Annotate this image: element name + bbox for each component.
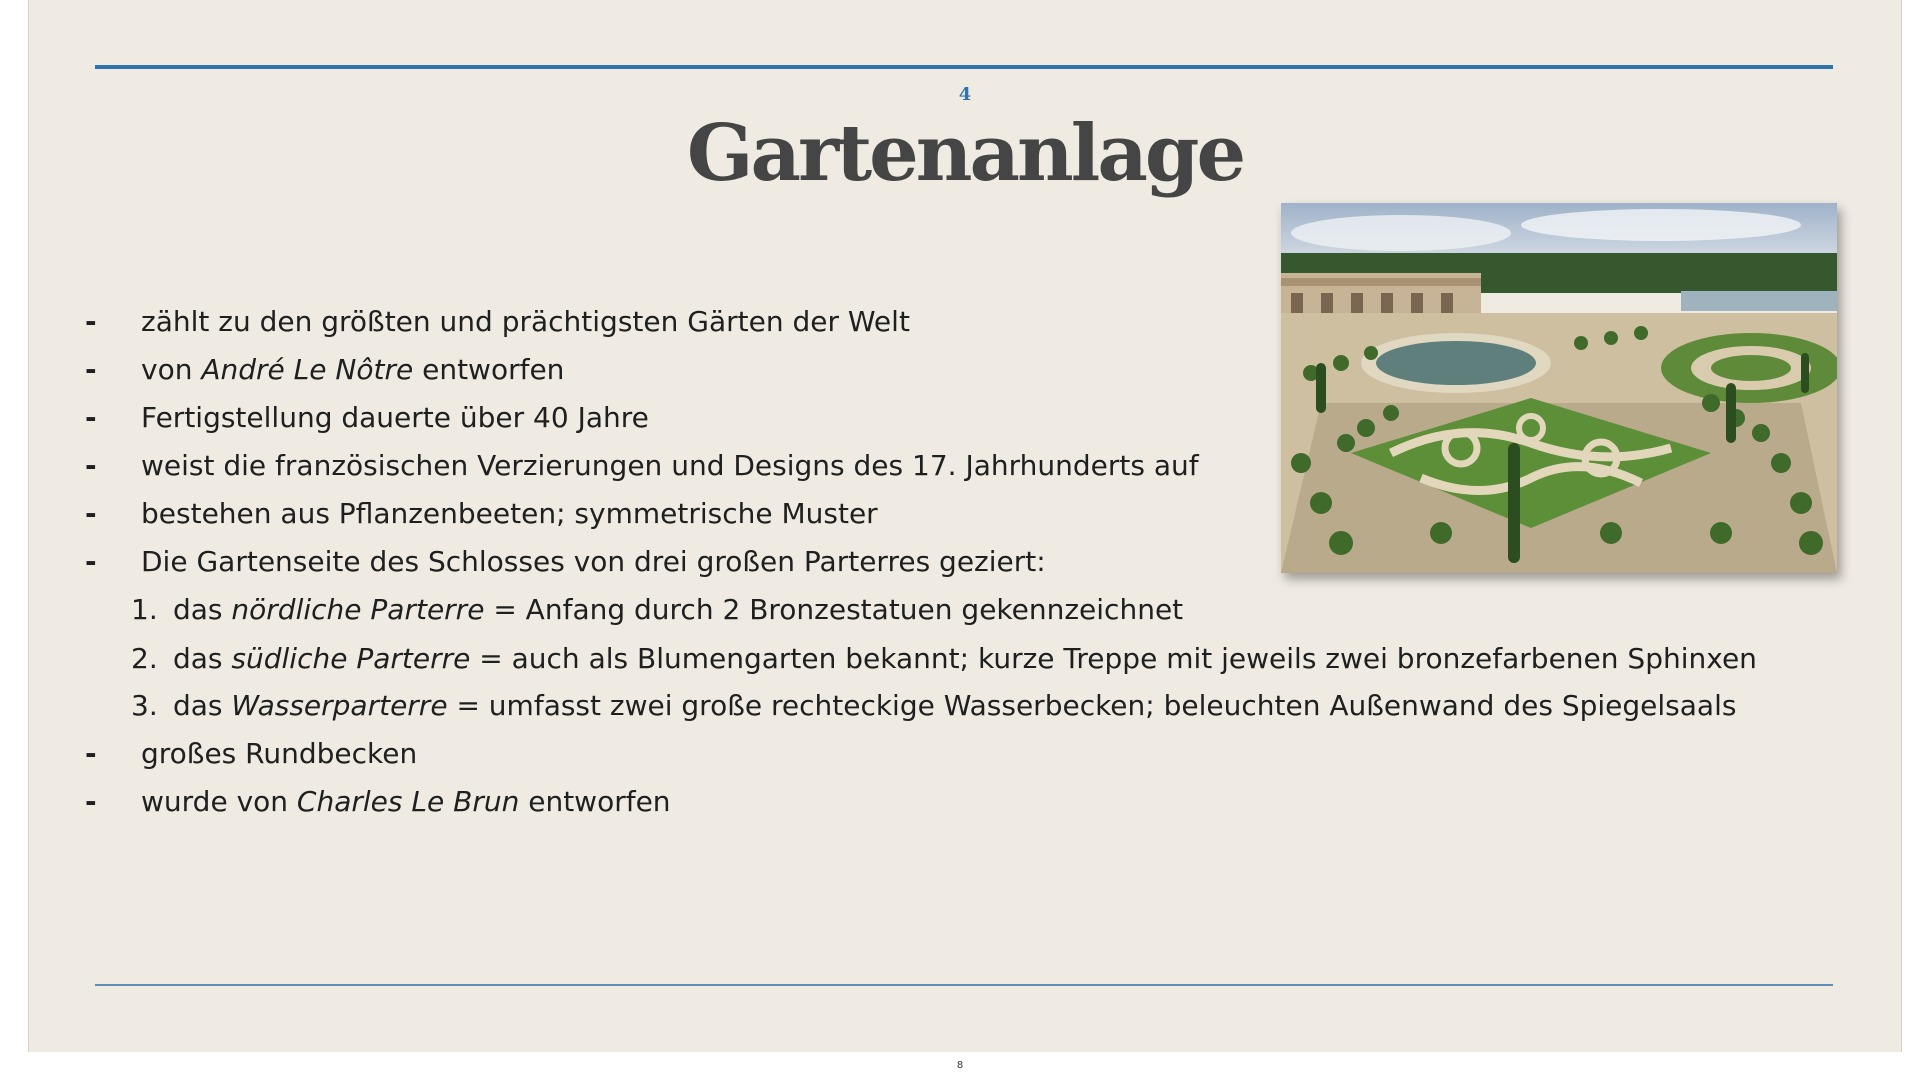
bullet-text: zählt zu den größten und prächtigsten Gärten der Welt (141, 305, 910, 338)
bullet-text: bestehen aus Pflanzenbeeten; symmetrische Muster (141, 497, 878, 530)
bullet-text: großes Rundbecken (141, 737, 418, 770)
bullet-text-italic: André Le Nôtre (201, 353, 414, 386)
bullet-text: Die Gartenseite des Schlosses von drei großen Parterres geziert: (141, 545, 1046, 578)
item-text: das (173, 642, 232, 675)
bullet-marker: - (85, 497, 97, 530)
bullet-text: Fertigstellung dauerte über 40 Jahre (141, 401, 649, 434)
item-text-italic: nördliche Parterre (231, 593, 485, 626)
numbered-item (85, 586, 1783, 634)
item-text: = auch als Blumengarten bekannt; kurze Treppe mit jeweils zwei bronzefarbenen Sphinxen (470, 642, 1757, 675)
bullet-text: wurde von (141, 785, 297, 818)
numbered-item (85, 682, 1783, 730)
bullet-text: entworfen (519, 785, 671, 818)
bullet-text: von (141, 353, 202, 386)
item-text: das (173, 593, 232, 626)
bullet-marker: - (85, 305, 97, 338)
numbered-item (85, 634, 1783, 682)
list-item (85, 394, 1785, 442)
number-marker: 1. (131, 593, 158, 626)
bullet-marker: - (85, 545, 97, 578)
item-text-italic: Wasserparterre (231, 689, 448, 722)
list-item (85, 298, 1785, 346)
bullet-marker: - (85, 353, 97, 386)
slide (28, 0, 1902, 1052)
item-text: = umfasst zwei große rechteckige Wasserbecken; beleuchten Außenwand des Spiegelsaals (447, 689, 1737, 722)
bullet-list (85, 298, 1785, 826)
list-item (85, 538, 1785, 586)
list-item (85, 442, 1785, 490)
bullet-text-italic: Charles Le Brun (296, 785, 520, 818)
list-item (85, 346, 1785, 394)
bottom-rule (95, 984, 1833, 986)
item-text-italic: südliche Parterre (231, 642, 471, 675)
slide-number: 4 (958, 84, 972, 105)
top-rule (95, 65, 1833, 69)
number-marker: 3. (131, 689, 158, 722)
list-item (85, 730, 1785, 778)
bullet-marker: - (85, 785, 97, 818)
number-marker: 2. (131, 642, 158, 675)
bullet-text: entworfen (413, 353, 565, 386)
list-item (85, 490, 1785, 538)
bullet-text: weist die französischen Verzierungen und Designs des 17. Jahrhunderts auf (141, 449, 1199, 482)
page-number: 8 (956, 1060, 964, 1071)
bullet-marker: - (85, 449, 97, 482)
item-text: das (173, 689, 232, 722)
bullet-marker: - (85, 401, 97, 434)
item-text: = Anfang durch 2 Bronzestatuen gekennzeichnet (484, 593, 1184, 626)
list-item (85, 778, 1785, 826)
slide-title: Gartenanlage (686, 108, 1244, 199)
bullet-marker: - (85, 737, 97, 770)
